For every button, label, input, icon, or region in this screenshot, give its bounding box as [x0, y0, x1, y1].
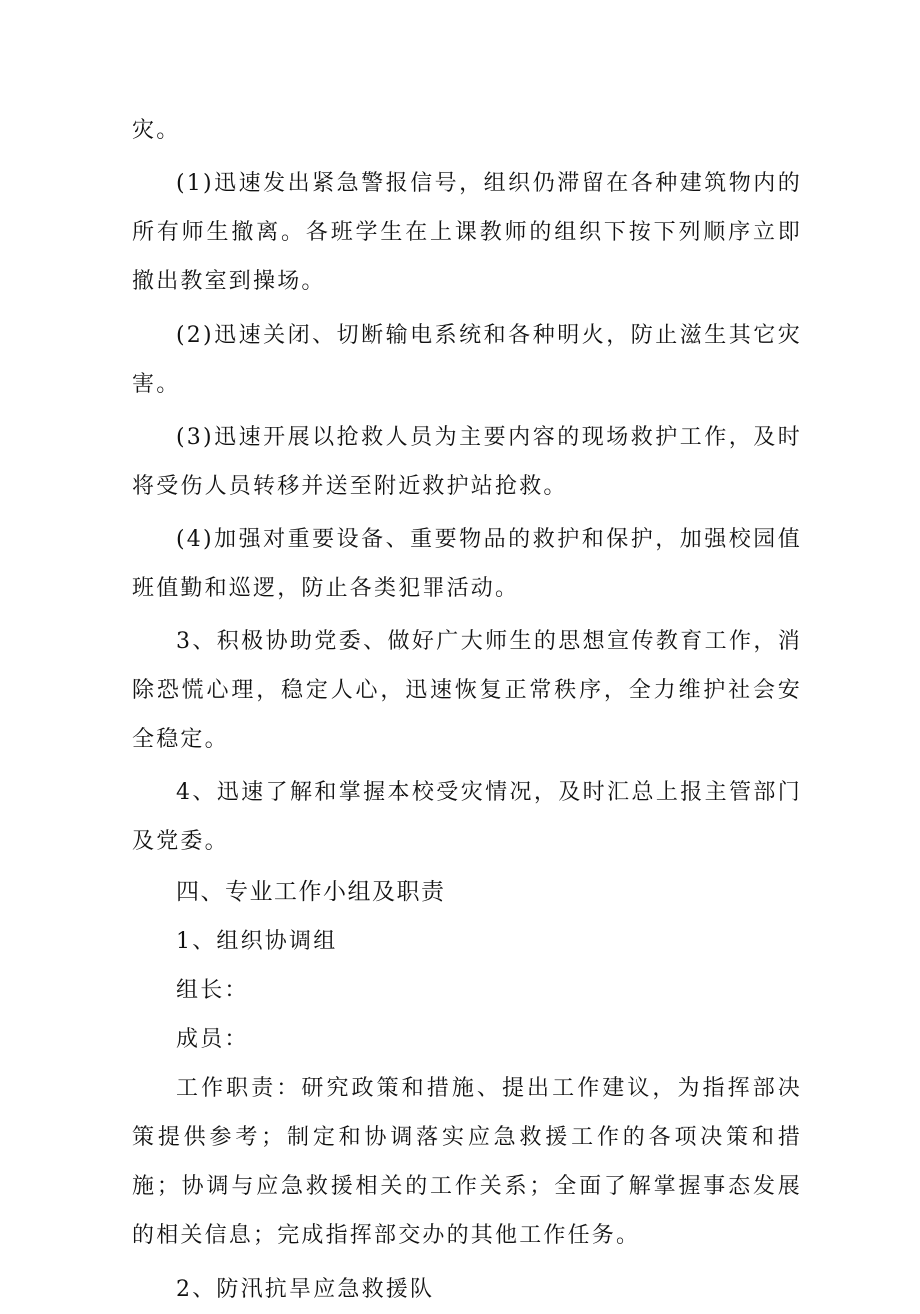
paragraph-point-3: 3、积极协助党委、做好广大师生的思想宣传教育工作，消除恐慌心理，稳定人心，迅速恢复正常秩序，全力维护社会安全稳定。: [132, 629, 802, 752]
paragraph-point-4: 4、迅速了解和掌握本校受灾情况，及时汇总上报主管部门及党委。: [132, 780, 802, 854]
group-members-label: 成员：: [176, 1027, 249, 1052]
section-heading: 四、专业工作小组及职责: [176, 879, 446, 905]
paragraph-item-3: (3)迅速开展以抢救人员为主要内容的现场救护工作，及时将受伤人员转移并送至附近救护站抢救。: [132, 425, 802, 499]
paragraph-item-1: (1)迅速发出紧急警报信号，组织仍滞留在各种建筑物内的所有师生撤离。各班学生在上课教师的组织下按下列顺序立即撤出教室到操场。: [132, 171, 802, 294]
paragraph-item-4: (4)加强对重要设备、重要物品的救护和保护，加强校园值班值勤和巡逻，防止各类犯罪活动。: [132, 527, 802, 601]
group-duties-paragraph: 工作职责：研究政策和措施、提出工作建议，为指挥部决策提供参考；制定和协调落实应急救援工作的各项决策和措施；协调与应急救援相关的工作关系；全面了解掌握事态发展的相关信息；完成指挥部交办的其他工作任务。: [132, 1076, 802, 1248]
paragraph-item-2: (2)迅速关闭、切断输电系统和各种明火，防止滋生其它灾害。: [132, 323, 802, 397]
group-title-flood-rescue: 2、防汛抗旱应急救援队: [176, 1277, 435, 1302]
group-leader-label: 组长：: [176, 978, 249, 1003]
paragraph-continuation: 灾。: [132, 118, 181, 143]
group-title-coordination: 1、组织协调组: [176, 929, 338, 954]
